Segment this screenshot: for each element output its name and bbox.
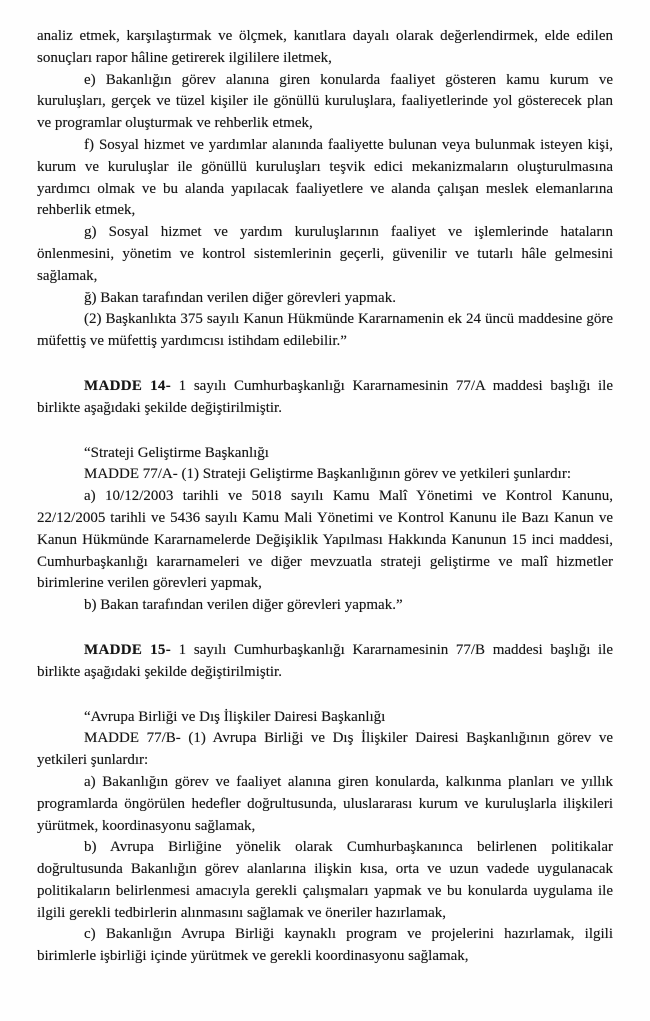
paragraph: f) Sosyal hizmet ve yardımlar alanında faaliyette bulunan veya bulunmak isteyen kişi, kurum ve kuruluşlar ile gönüllü kuruluşları teşvik edici mekanizmaların oluşturulmasına yardımcı olmak ve bu alanda yapılacak faaliyetlere ve alanda çalışan meslek elemanlarına rehberlik etmek, [37, 136, 613, 219]
paragraph: “Strateji Geliştirme Başkanlığı [84, 444, 269, 461]
paragraph: a) Bakanlığın görev ve faaliyet alanına giren konularda, kalkınma planları ve yıllık programlarda öngörülen hedefler doğrultusunda, uluslararası kurum ve kuruluşlarla ilişkileri yürütmek, koordinasyonu sağlamak, [37, 773, 613, 834]
paragraph: MADDE 77/A- (1) Strateji Geliştirme Başkanlığının görev ve yetkileri şunlardır: [84, 466, 571, 483]
document-body [37, 26, 613, 968]
paragraph: c) Bakanlığın Avrupa Birliği kaynaklı program ve projelerini hazırlamak, ilgili birimlerle işbirliği içinde yürütmek ve gerekli koordinasyonu sağlamak, [37, 926, 613, 965]
paragraph: MADDE 15- 1 sayılı Cumhurbaşkanlığı Kararnamesinin 77/B maddesi başlığı ile birlikte aşağıdaki şekilde değiştirilmiştir. [37, 641, 614, 680]
paragraph: MADDE 77/B- (1) Avrupa Birliği ve Dış İlişkiler Dairesi Başkanlığının görev ve yetkileri şunlardır: [37, 730, 613, 769]
madde-label: MADDE 15- [84, 641, 172, 658]
paragraph: analiz etmek, karşılaştırmak ve ölçmek, kanıtlara dayalı olarak değerlendirmek, elde edilen sonuçları rapor hâline getirerek ilgililere iletmek, [37, 28, 613, 66]
paragraph: a) 10/12/2003 tarihli ve 5018 sayılı Kamu Malî Yönetimi ve Kontrol Kanunu, 22/12/2005 tarihli ve 5436 sayılı Kamu Mali Yönetimi ve Kontrol Kanunu ile Bazı Kanun ve Kanun Hükmünde Kararnamelerde Değişiklik Yapılması Hakkında Kanunun 15 inci maddesi, Cumhurbaşkanlığı kararnameleri ve diğer mevzuatla strateji geliştirme ve malî hizmetler birimlerine verilen görevleri yapmak, [37, 488, 613, 592]
paragraph: MADDE 14- 1 sayılı Cumhurbaşkanlığı Kararnamesinin 77/A maddesi başlığı ile birlikte aşağıdaki şekilde değiştirilmiştir. [37, 377, 614, 416]
paragraph: b) Bakan tarafından verilen diğer görevleri yapmak.” [84, 597, 403, 614]
paragraph: g) Sosyal hizmet ve yardım kuruluşlarının faaliyet ve işlemlerinde hataların önlenmesini, yönetim ve kontrol sistemlerinin geçerli, güvenilir ve tutarlı hâle gelmesini sağlamak, [37, 224, 613, 284]
paragraph: ğ) Bakan tarafından verilen diğer görevleri yapmak. [84, 289, 396, 306]
paragraph: (2) Başkanlıkta 375 sayılı Kanun Hükmünde Kararnamenin ek 24 üncü maddesine göre müfettiş ve müfettiş yardımcısı istihdam edilebilir.” [37, 311, 613, 350]
paragraph: b) Avrupa Birliğine yönelik olarak Cumhurbaşkanınca belirlenen politikalar doğrultusunda Bakanlığın görev alanlarına ilişkin kısa, orta ve uzun vadede uygulanacak politikaların belirlenmesi amacıyla gerekli çalışmaları yapmak ve bu konularda uygulama ile ilgili gerekli tedbirlerin alınmasını sağlamak ve öneriler hazırlamak, [37, 839, 613, 921]
paragraph: “Avrupa Birliği ve Dış İlişkiler Dairesi Başkanlığı [84, 708, 386, 725]
madde-label: MADDE 14- [84, 377, 172, 394]
paragraph: e) Bakanlığın görev alanına giren konularda faaliyet gösteren kamu kurum ve kuruluşları, gerçek ve tüzel kişiler ile gönüllü kuruluşlara, faaliyetlerinde yol gösterecek plan ve programlar oluşturmak ve rehberlik etmek, [37, 71, 613, 132]
